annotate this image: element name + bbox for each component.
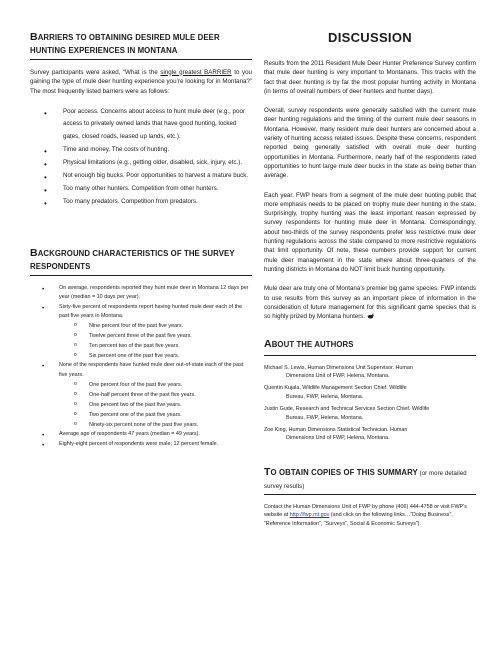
background-heading xyxy=(30,246,252,276)
author-entry: Michael S. Lewis, Human Dimensions Unit Supervisor. Human Dimensions Unit of FWP, Helena, Montana. xyxy=(264,364,413,380)
sublist-item: o Ten percent two of the past five years. xyxy=(30,341,252,351)
author-entry: Justin Gude, Research and Technical Services Section Chief. Wildlife Bureau, FWP, Helena, Montana. xyxy=(264,406,430,421)
background-list xyxy=(30,284,252,450)
barriers-list xyxy=(30,106,252,208)
sublist-item: o One percent four of the past five years. xyxy=(30,380,252,390)
discussion-paragraph: Each year, FWP hears from a segment of the mule deer hunting public that more emphasis needs to be placed on trophy mule deer hunting in the state. Surprisingly, trophy hunting was the least important reason expressed by survey respondents for hunting mule deer in Montana. Correspondingly, about two-thirds of the survey respondents prefer less restrictive mule deer hunting regulations across the state compared to more restrictive regulations that limit opportunity. Of note, these numbers provide support for current mule deer management in the state where about three-quarters of the hunting districts in Montana do NOT limit buck hunting opportunity. xyxy=(264,191,476,273)
author-entry: Zoe King, Human Dimensions Statistical Technician. Human Dimensions Unit of FWP, Helena, Montana. xyxy=(264,426,408,442)
sublist xyxy=(59,321,252,361)
sublist-item: o Ninety-six percent none of the past five years. xyxy=(30,420,252,430)
sublist-item: o Twelve percent three of the past five years. xyxy=(30,331,252,341)
obtain-heading-tail: (or more detailed survey results) xyxy=(264,470,467,490)
sublist xyxy=(59,380,252,430)
right-column xyxy=(264,30,476,528)
discussion-paragraph: Results from the 2011 Resident Mule Deer Hunter Preference Survey confirm that mule deer hunting is very important to Montanans. This tracks with the fact that deer hunting is by far the most popular hunting activity in Montana (in terms of overall numbers of deer hunters and hunter days). xyxy=(264,60,476,95)
authors-heading-text: BOUT THE AUTHORS xyxy=(271,340,354,350)
list-item: • None of the respondents have hunted mule deer out-of-state each of the past five years. o One percent four of the past five years. o One-half percent three of the past five years. o One percent two of the past five years. o Two percent one of the past five years. o Ninety-six percent none of the past five years. xyxy=(30,361,252,430)
sublist-item: o One-half percent three of the past five years. xyxy=(30,390,252,400)
obtain-body: Contact the Human Dimensions Unit of FWP by phone (406) 444-4758 or visit FWP’s website at http://fwp.mt.gov (and click on the following links…“Doing Business”, “Reference Information”, “Surveys”, Social & Economic Surveys”). xyxy=(264,503,467,527)
list-item: • Physical limitations (e.g., getting older, disabled, sick, injury, etc.). xyxy=(30,157,252,169)
authors-heading xyxy=(264,337,476,355)
obtain-heading xyxy=(264,465,476,495)
discussion-title: DISCUSSION xyxy=(328,30,412,45)
list-item: • Average age of respondents 47 years (median = 49 years). xyxy=(30,430,252,439)
list-item: • Too many other hunters. Competition from other hunters. xyxy=(30,183,252,195)
barriers-heading xyxy=(30,30,252,60)
obtain-heading-cap: T xyxy=(264,465,271,478)
list-item: • On average, respondents reported they hunt mule deer in Montana 12 days per year (median = 10 days per year). xyxy=(30,284,252,303)
list-item: • Eighty-eight percent of respondents were male; 12 percent female. xyxy=(30,440,252,449)
author-entry: Quentin Kujala, Wildlife Management Section Chief. Wildlife Bureau, FWP, Helena, Montana. xyxy=(264,385,407,400)
list-item: • Not enough big bucks. Poor opportunities to harvest a mature buck. xyxy=(30,170,252,182)
list-item: • Time and money. The costs of hunting. xyxy=(30,144,252,156)
fwp-website-link[interactable]: http://fwp.mt.gov xyxy=(289,512,330,519)
sublist-item: o Six percent one of the past five years. xyxy=(30,351,252,361)
barriers-intro: Survey participants were asked, “What is the single greatest BARRIER to you gaining the type of mule deer hunting experience you’re looking for in Montana?” The most frequently listed barriers were as follows: xyxy=(30,68,252,95)
barriers-heading-cap: B xyxy=(30,31,38,43)
discussion-paragraph: Overall, survey respondents were generally satisfied with the current mule deer hunting regulations and the timing of the current mule deer seasons in Montana. However, many resident mule deer hunters are concerned about a variety of hunting access related issues. Despite these concerns, respondent reported being generally satisfied with overall mule deer hunting opportunities in Montana. Furthermore, nearly half of the respondents rated opportunities to hunt large mule deer bucks in the state as being better than average. xyxy=(264,107,476,180)
sublist-item: o One percent two of the past five years. xyxy=(30,400,252,410)
discussion-paragraph: Mule deer are truly one of Montana’s premier big game species. FWP intends to use results from this survey as an important piece of information in the consideration of future management for this significant game species that is so highly prized by Montana hunters. xyxy=(264,285,476,321)
background-heading-text: ACKGROUND CHARACTERISTICS OF THE SURVEY RESPONDENTS xyxy=(30,249,235,272)
barriers-heading-text: ARRIERS TO OBTAINING DESIRED MULE DEER HUNTING EXPERIENCES IN MONTANA xyxy=(30,33,220,56)
single-greatest-barrier-emphasis: single greatest BARRIER xyxy=(160,68,232,76)
background-heading-cap: B xyxy=(30,247,38,260)
list-item: • Poor access. Concerns about access to hunt mule deer (e.g., poor access to privately owned lands that have good hunting, locked gates, closed roads, leased up lands, etc.). xyxy=(30,106,252,142)
obtain-heading-text: O OBTAIN COPIES OF THIS SUMMARY xyxy=(270,467,418,477)
authors-list xyxy=(264,364,476,443)
list-item: • Too many predators. Competition from predators. xyxy=(30,196,252,208)
list-item: • Sixty-five percent of respondents report having hunted mule deer each of the past five years in Montana. o Nine percent four of the past five years. o Twelve percent three of the past five years. o Ten percent two of the past five years. o Six percent one of the past five years. xyxy=(30,303,252,362)
left-column xyxy=(30,30,252,449)
sublist-item: o Two percent one of the past five years. xyxy=(30,410,252,420)
authors-heading-cap: A xyxy=(264,338,272,351)
sublist-item: o Nine percent four of the past five years. xyxy=(30,321,252,331)
deer-icon xyxy=(367,313,374,319)
